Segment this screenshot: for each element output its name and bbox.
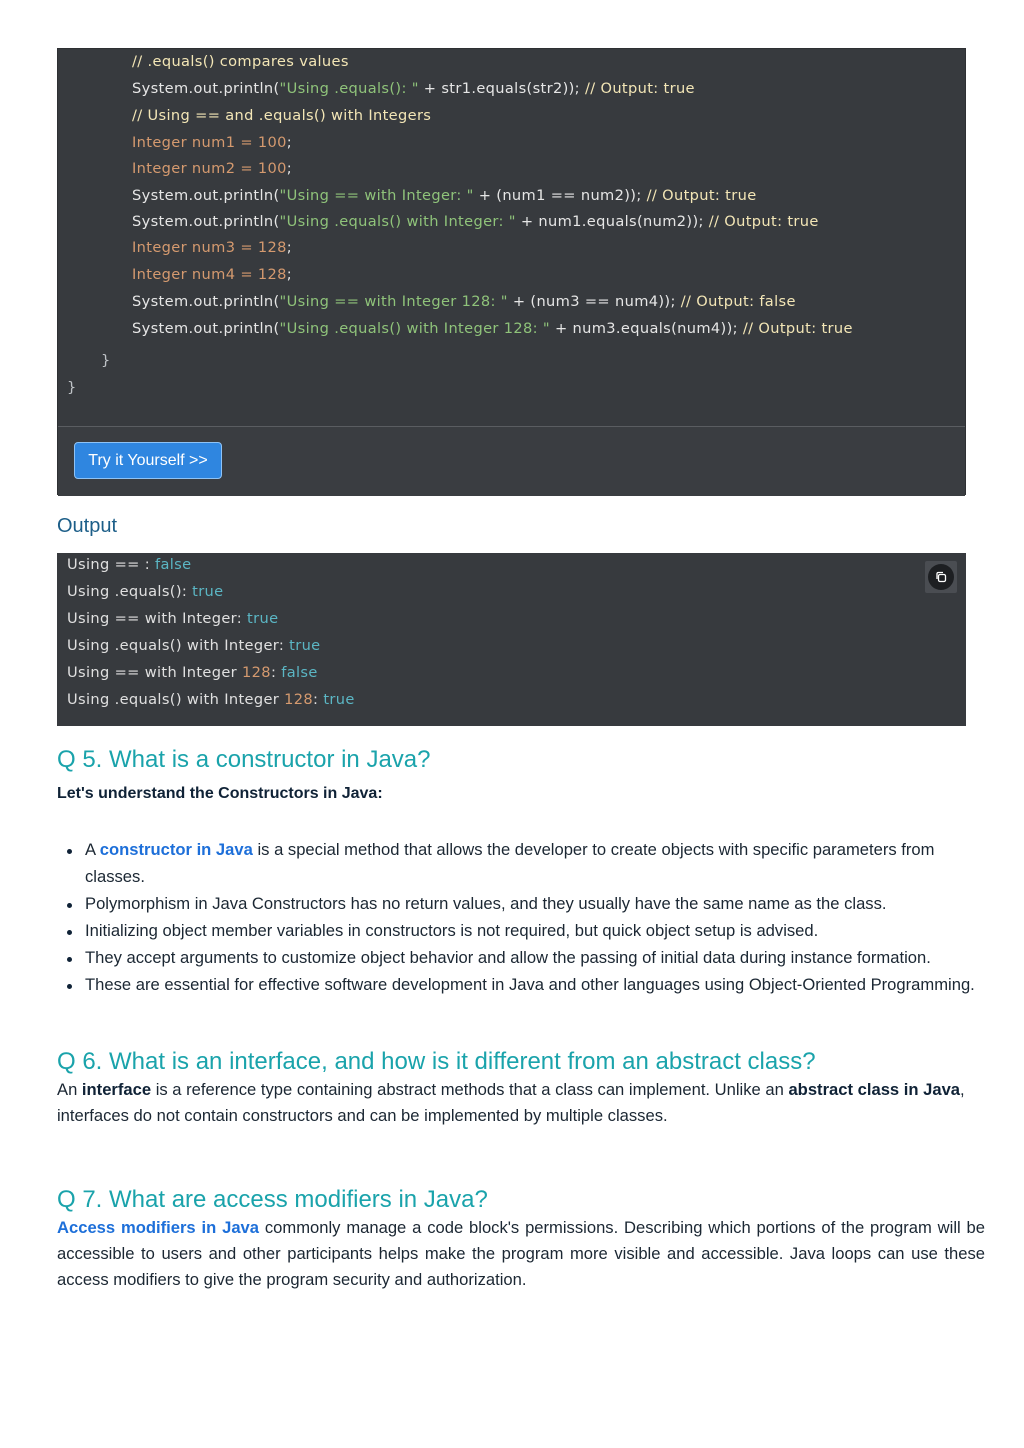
- access-modifiers-link[interactable]: Access modifiers in Java: [57, 1218, 260, 1237]
- output-token: :: [270, 664, 282, 681]
- code-line: [132, 213, 819, 230]
- code-closing-brace-inner: }: [101, 352, 111, 369]
- code-token: // .equals() compares values: [132, 53, 349, 70]
- code-token: + (num3 == num4));: [507, 293, 681, 310]
- bullet-text: They accept arguments to customize object behavior and allow the passing of initial data during instance formation.: [85, 948, 931, 967]
- code-token: + (num1 == num2));: [473, 187, 647, 204]
- copy-button[interactable]: [925, 561, 957, 593]
- bullet-dot-icon: [67, 957, 72, 962]
- output-token: false: [281, 664, 318, 681]
- q6-interface-term: interface: [81, 1080, 152, 1099]
- q6-text-3: , interfaces do not contain constructors and can be implemented by multiple classes.: [57, 1080, 965, 1125]
- output-token: Using == :: [67, 556, 155, 573]
- code-block: [57, 48, 966, 495]
- output-token: Using .equals() with Integer: [67, 691, 285, 708]
- code-line: [132, 266, 292, 283]
- code-token: // Output: false: [680, 293, 796, 310]
- code-token: System.out.println(: [132, 213, 280, 230]
- bullet-text: is a special method that allows the developer to create objects with specific parameters from classes.: [85, 840, 935, 886]
- q7-heading: Q 7. What are access modifiers in Java?: [57, 1186, 488, 1213]
- q7-text: commonly manage a code block's permissions. Describing which portions of the program will be accessible to users and other participants helps make the program more visible and accessible. Java loops can use these access modifiers to give the program security and authorization.: [57, 1218, 986, 1289]
- code-footer: [58, 426, 965, 496]
- code-line: [132, 160, 292, 177]
- code-line: [132, 80, 695, 97]
- list-item: [57, 890, 987, 917]
- bullet-text: A: [85, 840, 100, 859]
- bullet-dot-icon: [67, 849, 72, 854]
- list-item: [57, 836, 987, 890]
- output-token: true: [192, 583, 224, 600]
- q6-heading: Q 6. What is an interface, and how is it different from an abstract class?: [57, 1048, 816, 1075]
- q6-abstract-class-term: abstract class in Java: [788, 1080, 961, 1099]
- constructor-link[interactable]: constructor in Java: [99, 840, 253, 859]
- code-token: System.out.println(: [132, 187, 280, 204]
- code-token: // Using == and .equals() with Integers: [132, 107, 432, 124]
- output-token: false: [155, 556, 192, 573]
- code-token: System.out.println(: [132, 80, 280, 97]
- bullet-text: Initializing object member variables in constructors is not required, but quick object setup is advised.: [85, 921, 819, 940]
- bullet-dot-icon: [67, 984, 72, 989]
- output-line: [67, 610, 278, 627]
- code-token: // Output: true: [742, 320, 853, 337]
- output-line: [67, 583, 223, 600]
- code-token: + num1.equals(num2));: [515, 213, 709, 230]
- code-line: [132, 239, 292, 256]
- code-line: [132, 293, 796, 310]
- code-token: System.out.println(: [132, 320, 280, 337]
- list-item: [57, 971, 987, 998]
- output-line: [67, 691, 355, 708]
- q5-heading: Q 5. What is a constructor in Java?: [57, 746, 431, 773]
- q6-text-1: An: [57, 1080, 82, 1099]
- output-token: Using .equals():: [67, 583, 193, 600]
- output-line: [67, 664, 318, 681]
- code-token: Integer num1 = 100: [132, 134, 287, 151]
- code-token: System.out.println(: [132, 293, 280, 310]
- output-token: Using == with Integer: [67, 664, 243, 681]
- list-item: [57, 944, 987, 971]
- code-line: [132, 187, 757, 204]
- q7-paragraph: [57, 1215, 985, 1293]
- output-label: Output: [57, 515, 118, 537]
- code-line: [132, 53, 349, 70]
- q6-text-2: is a reference type containing abstract methods that a class can implement. Unlike an: [151, 1080, 789, 1099]
- code-token: "Using == with Integer 128: ": [279, 293, 508, 310]
- q5-subheading: Let's understand the Constructors in Java:: [57, 785, 383, 802]
- bullet-text: Polymorphism in Java Constructors has no return values, and they usually have the same name as the class.: [85, 894, 887, 913]
- code-token: Integer num4 = 128: [132, 266, 287, 283]
- output-token: true: [247, 610, 279, 627]
- code-token: "Using .equals() with Integer: ": [279, 213, 516, 230]
- code-token: Integer num3 = 128: [132, 239, 287, 256]
- bullet-text: These are essential for effective software development in Java and other languages using Object-Oriented Programming.: [85, 975, 975, 994]
- output-token: 128: [284, 691, 314, 708]
- code-token: + num3.equals(num4));: [549, 320, 743, 337]
- q6-paragraph: [57, 1077, 985, 1129]
- bullet-dot-icon: [67, 930, 72, 935]
- list-item: [57, 917, 987, 944]
- output-token: Using == with Integer:: [67, 610, 248, 627]
- code-token: ;: [286, 134, 293, 151]
- code-line: [132, 107, 431, 124]
- code-token: ;: [286, 239, 293, 256]
- bullet-dot-icon: [67, 903, 72, 908]
- code-token: ;: [286, 266, 293, 283]
- output-token: true: [289, 637, 321, 654]
- code-token: // Output: true: [646, 187, 757, 204]
- output-token: Using .equals() with Integer:: [67, 637, 290, 654]
- code-line: [132, 320, 853, 337]
- output-token: true: [323, 691, 355, 708]
- code-token: "Using == with Integer: ": [279, 187, 474, 204]
- output-line: [67, 556, 191, 573]
- try-it-yourself-button[interactable]: Try it Yourself >>: [74, 442, 222, 479]
- output-token: :: [313, 691, 324, 708]
- code-token: "Using .equals(): ": [279, 80, 419, 97]
- copy-icon: [928, 564, 954, 590]
- code-token: ;: [286, 160, 293, 177]
- q5-bullet-list: [57, 836, 987, 998]
- code-token: // Output: true: [584, 80, 695, 97]
- output-block: [57, 553, 966, 726]
- code-token: "Using .equals() with Integer 128: ": [279, 320, 550, 337]
- output-line: [67, 637, 321, 654]
- output-token: 128: [242, 664, 271, 681]
- code-closing-brace-outer: }: [67, 379, 77, 396]
- code-token: Integer num2 = 100: [132, 160, 287, 177]
- code-token: // Output: true: [708, 213, 819, 230]
- code-token: + str1.equals(str2));: [418, 80, 585, 97]
- code-line: [132, 134, 292, 151]
